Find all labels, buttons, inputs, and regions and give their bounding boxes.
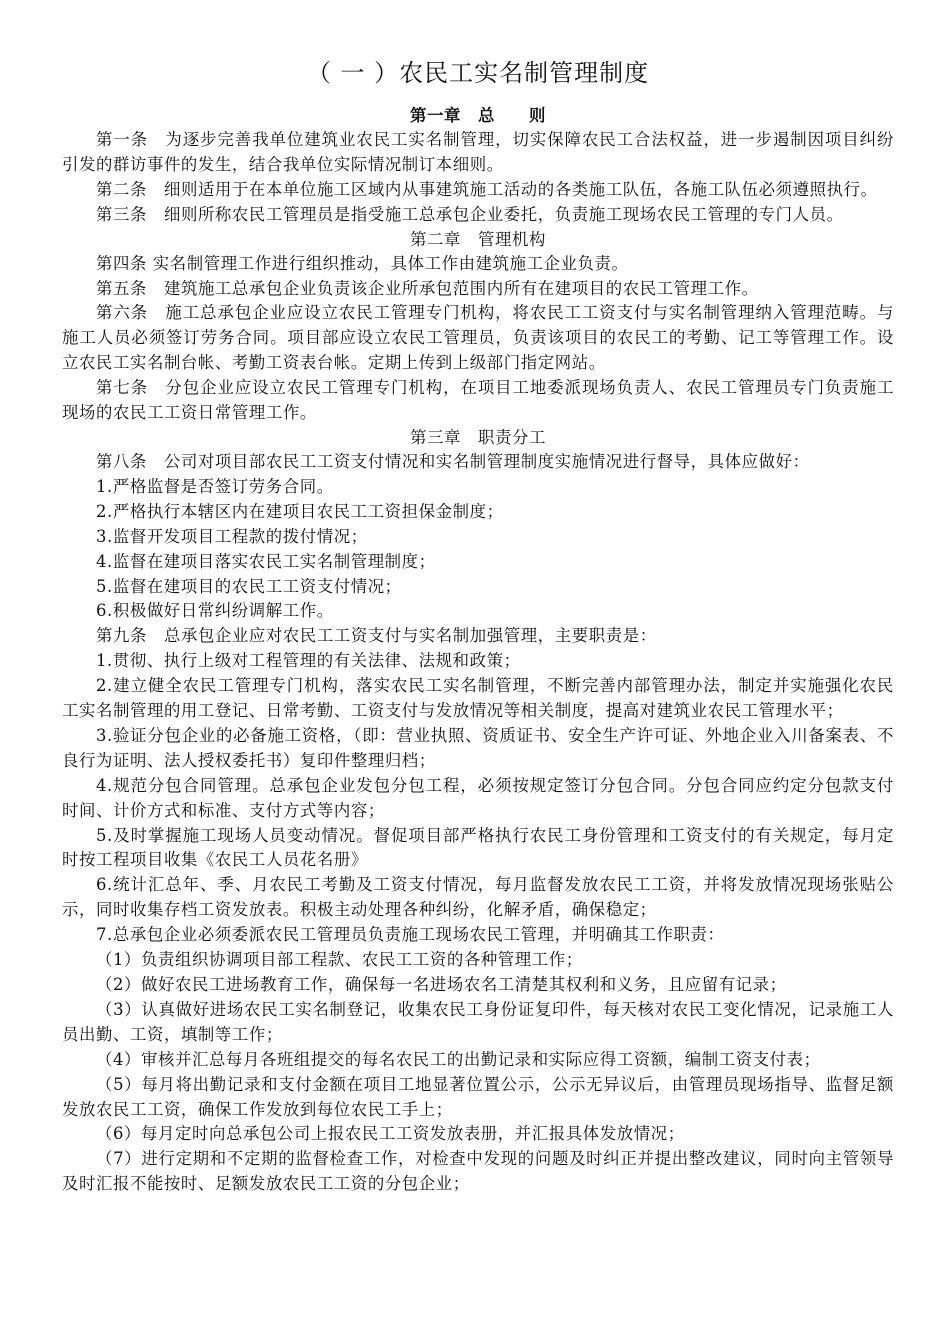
sub-item: （2）做好农民工进场教育工作，确保每一名进场农名工清楚其权利和义务，且应留有记录；	[96, 975, 787, 994]
list-item: 2.严格执行本辖区内在建项目农民工工资担保金制度；	[96, 501, 504, 521]
chapter-heading: 第三章 职责分工	[410, 427, 546, 447]
sub-item: （7）进行定期和不定期的监督检查工作，对检查中发现的问题及时纠正并提出整改建议，同时向主管领导及时汇报不能按时、足额发放农民工工资的分包企业；	[62, 1149, 894, 1194]
list-item: 4.规范分包合同管理。总承包企业发包分包工程，必须按规定签订分包合同。分包合同应约定分包款支付时间、计价方式和标准、支付方式等内容；	[62, 775, 894, 820]
sub-item: （3）认真做好进场农民工实名制登记，收集农民工身份证复印件，每天核对农民工变化情况，记录施工人员出勤、工资，填制等工作；	[62, 999, 894, 1044]
list-item: 5.监督在建项目的农民工工资支付情况；	[96, 576, 402, 596]
sub-item: （1）负责组织协调项目部工程款、农民工工资的各种管理工作；	[96, 950, 583, 970]
document-title: （ 一 ）农民工实名制管理制度	[306, 59, 650, 87]
article-5: 第五条 建筑施工总承包企业负责该企业所承包范围内所有在建项目的农民工管理工作。	[96, 278, 759, 298]
list-item: 2.建立健全农民工管理专门机构，落实农民工实名制管理，不断完善内部管理办法，制定并实施强化农民工实名制管理的用工登记、日常考勤、工资支付与发放情况等相关制度，提高对建筑业农民工管理水平；	[62, 676, 894, 721]
article-1: 第一条 为逐步完善我单位建筑业农民工实名制管理，切实保障农民工合法权益，进一步遏制因项目纠纷引发的群访事件的发生，结合我单位实际情况制订本细则。	[62, 130, 894, 174]
article-4: 第四条 实名制管理工作进行组织推动，具体工作由建筑施工企业负责。	[96, 253, 629, 273]
list-item: 3.验证分包企业的必备施工资格，（即：营业执照、资质证书、安全生产许可证、外地企业入川备案表、不良行为证明、法人授权委托书）复印件整理归档；	[62, 725, 894, 770]
chapter-heading: 第一章 总 则	[410, 106, 546, 125]
sub-item: （5）每月将出勤记录和支付金额在项目工地显著位置公示，公示无异议后，由管理员现场指导、监督足额发放农民工工资，确保工作发放到每位农民工手上；	[62, 1074, 894, 1119]
article-2: 第二条 细则适用于在本单位施工区域内从事建筑施工活动的各类施工队伍，各施工队伍必须遵照执行。	[96, 179, 878, 199]
list-item: 1.严格监督是否签订劳务合同。	[96, 476, 334, 496]
chapter-heading: 第二章 管理机构	[410, 229, 546, 249]
article-6: 第六条 施工总承包企业应设立农民工管理专门机构，将农民工工资支付与实名制管理纳入管理范畴。与施工人员必须签订劳务合同。项目部应设立农民工管理员，负责该项目的农民工的考勤、记工等管理工作。设立农民工实名制台帐、考勤工资表台帐。定期上传到上级部门指定网站。	[62, 303, 894, 373]
list-item: 1.贯彻、执行上级对工程管理的有关法律、法规和政策；	[96, 651, 521, 671]
list-item: 6.统计汇总年、季、月农民工考勤及工资支付情况，每月监督发放农民工工资，并将发放情况现场张贴公示，同时收集存档工资发放表。积极主动处理各种纠纷，化解矛盾，确保稳定；	[62, 875, 894, 920]
article-3: 第三条 细则所称农民工管理员是指受施工总承包企业委托，负责施工现场农民工管理的专门人员。	[96, 204, 844, 224]
document-page	[62, 58, 894, 1197]
article-8: 第八条 公司对项目部农民工工资支付情况和实名制管理制度实施情况进行督导，具体应做好：	[96, 451, 810, 471]
chapter-2	[62, 228, 894, 426]
list-item: 7.总承包企业必须委派农民工管理员负责施工现场农民工管理，并明确其工作职责：	[96, 925, 725, 945]
list-item: 5.及时掌握施工现场人员变动情况。督促项目部严格执行农民工身份管理和工资支付的有关规定，每月定时按工程项目收集《农民工人员花名册》	[62, 825, 894, 870]
list-item: 4.监督在建项目落实农民工实名制管理制度；	[96, 551, 436, 571]
sub-item: （6）每月定时向总承包公司上报农民工工资发放表册，并汇报具体发放情况；	[96, 1124, 685, 1144]
article-9: 第九条 总承包企业应对农民工工资支付与实名制加强管理，主要职责是：	[96, 626, 657, 646]
article-7: 第七条 分包企业应设立农民工管理专门机构，在项目工地委派现场负责人、农民工管理员专门负责施工现场的农民工工资日常管理工作。	[62, 378, 894, 423]
chapter-1	[62, 104, 894, 228]
list-item: 3.监督开发项目工程款的拨付情况；	[96, 526, 368, 546]
sub-item: （4）审核并汇总每月各班组提交的每名农民工的出勤记录和实际应得工资额，编制工资支付表；	[96, 1049, 821, 1069]
list-item: 6.积极做好日常纠纷调解工作。	[96, 601, 334, 621]
chapter-3	[62, 426, 894, 1197]
